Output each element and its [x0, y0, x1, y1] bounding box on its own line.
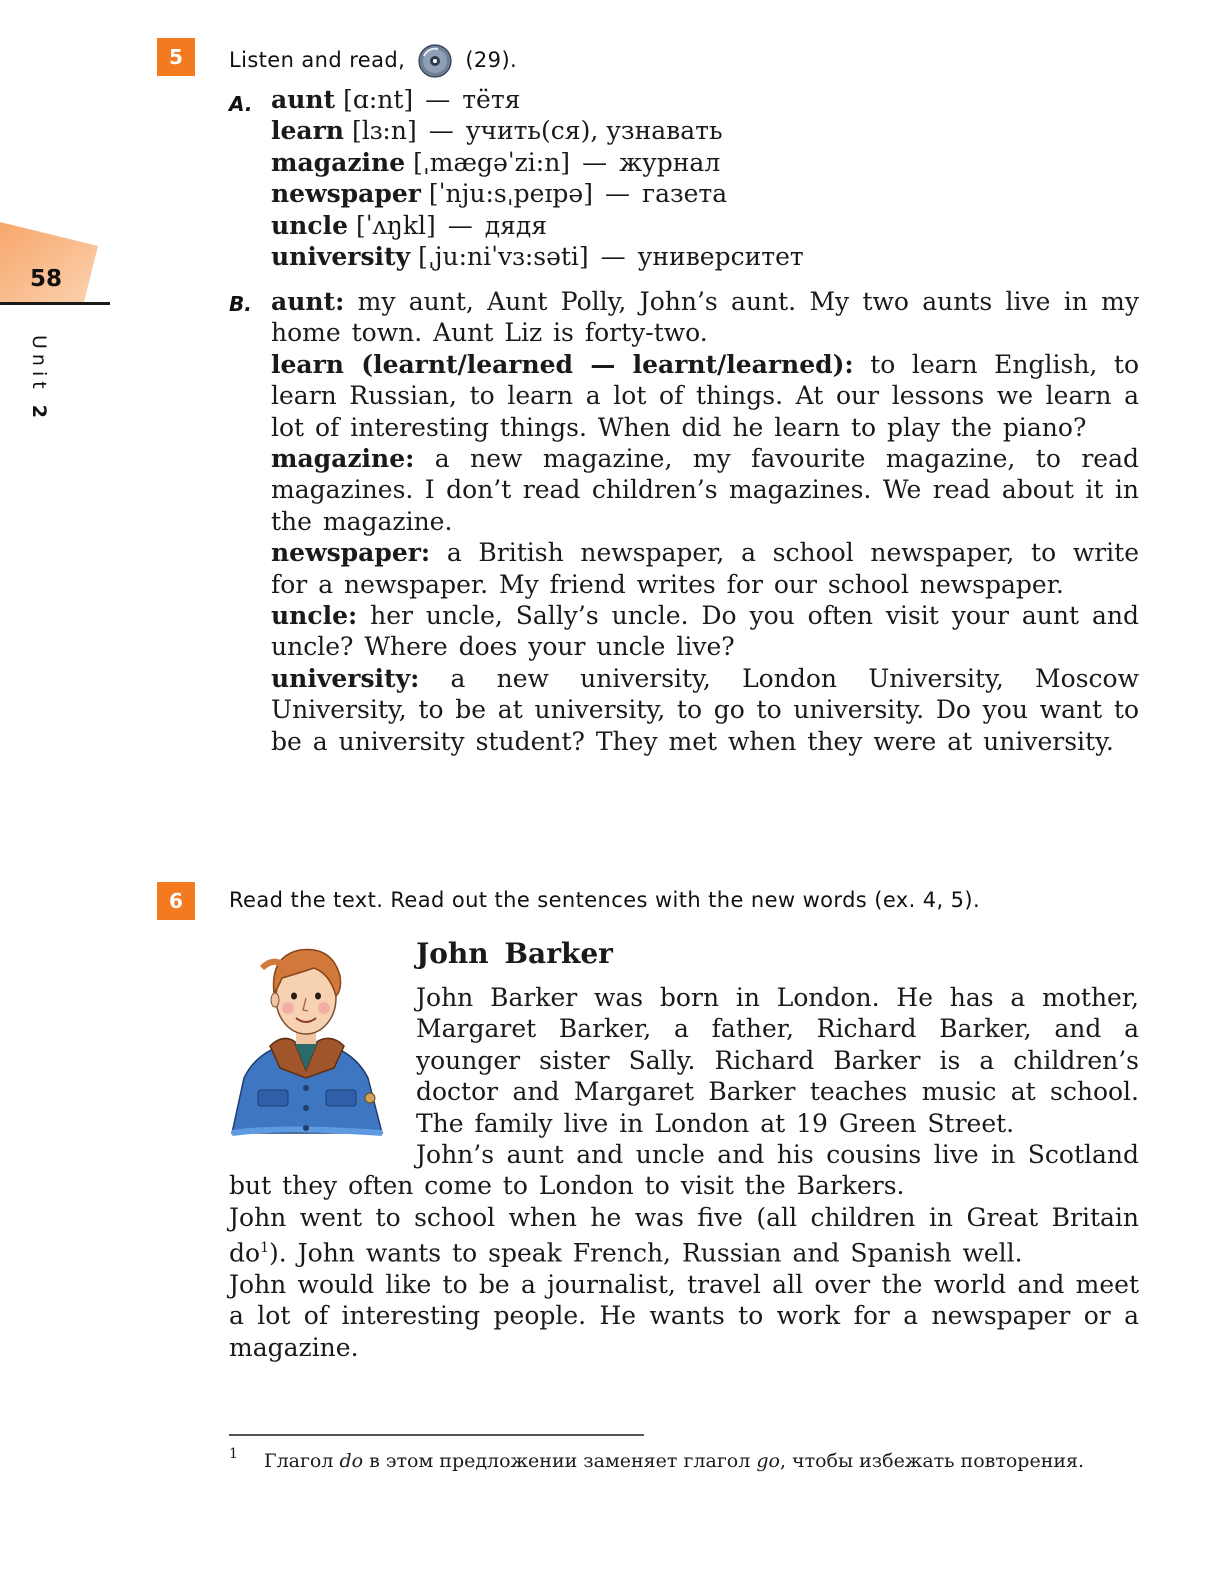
unit-number: 2	[28, 404, 50, 423]
vocab-transcription: [ˌju:niˈvɜ:səti]	[418, 241, 589, 271]
example-headword: learn (learnt/learned — learnt/learned):	[271, 349, 854, 379]
vocab-translation: дядя	[484, 210, 548, 240]
example-headword: uncle:	[271, 601, 358, 631]
vocab-translation: учить(ся), узнавать	[465, 116, 723, 146]
footnote-rule	[229, 1434, 644, 1436]
vocab-transcription: [ˈʌŋkl]	[355, 210, 436, 240]
vocab-transcription: [ˌmægəˈzi:n]	[413, 147, 571, 177]
vocab-word: uncle	[271, 210, 348, 240]
example-text: a new university, London University, Moscow University, to be at university, to go to university. Do you want to be a university student? They met when they were at university.	[271, 663, 1139, 756]
footnote-part: Глагол	[264, 1450, 340, 1472]
vocab-translation: журнал	[619, 147, 721, 177]
vocab-row	[271, 178, 804, 209]
exercise-5-badge: 5	[157, 38, 195, 76]
vocab-transcription: [ˈnju:sˌpeɪpə]	[428, 179, 593, 209]
vocab-row	[271, 210, 804, 241]
story-text	[229, 982, 1139, 1363]
vocab-word: newspaper	[271, 179, 421, 209]
exercise-6-badge: 6	[157, 882, 195, 920]
vocab-dash: —	[582, 147, 608, 177]
vocab-row	[271, 115, 804, 146]
example-text: a new magazine, my favourite magazine, to read magazines. I don’t read children’s magazines. We read about it in the magazine.	[271, 444, 1139, 536]
page-number: 58	[30, 266, 63, 292]
example-headword: university:	[271, 663, 420, 693]
story-title: John Barker	[416, 937, 613, 970]
footnote-ref: 1	[260, 1240, 269, 1257]
footnote-word-do: do	[339, 1450, 364, 1472]
vocab-dash: —	[425, 85, 451, 114]
unit-label-text: Unit	[28, 335, 50, 394]
example-text: to learn English, to learn Russian, to learn a lot of things. At our lessons we learn a lot of interesting things. When did he learn to play the piano?	[271, 349, 1140, 442]
example-paragraph	[271, 443, 1139, 537]
example-paragraph	[271, 600, 1139, 663]
vocab-word: magazine	[271, 147, 406, 177]
footnote-word-go: go	[756, 1450, 780, 1472]
vocab-row	[271, 147, 804, 178]
exercise-6-instruction: Read the text. Read out the sentences with the new words (ex. 4, 5).	[229, 888, 981, 912]
example-text: her uncle, Sally’s uncle. Do you often visit your aunt and uncle? Where does your uncle live?	[271, 601, 1139, 662]
example-headword: aunt:	[271, 287, 345, 316]
vocab-transcription: [ɑ:nt]	[343, 85, 414, 114]
vocab-translation: газета	[641, 179, 728, 209]
exercise-5-instruction	[229, 44, 517, 78]
vocab-word: university	[271, 241, 411, 271]
story-paragraph-2: John’s aunt and uncle and his cousins live in Scotland but they often come to London to visit the Barkers.	[229, 1140, 1139, 1201]
vocab-dash: —	[600, 241, 626, 271]
illustration-spacer	[229, 982, 416, 1170]
paragraph-3-text: John went to school when he was five (all children in Great Britain do	[229, 1202, 1139, 1268]
vocab-translation: университет	[637, 241, 804, 271]
example-headword: magazine:	[271, 444, 415, 474]
footnote-mark: 1	[229, 1446, 238, 1462]
section-b-letter: B.	[229, 292, 252, 316]
vocab-row	[271, 84, 804, 115]
section-a-letter: A.	[229, 92, 253, 116]
vocab-translation: тётя	[462, 85, 521, 114]
example-paragraph	[271, 663, 1139, 757]
footnote-text	[264, 1448, 1139, 1475]
track-number: (29).	[465, 48, 518, 72]
paragraph-3-text-end: ). John wants to speak French, Russian and Spanish well.	[268, 1238, 1023, 1268]
vocab-word: learn	[271, 116, 344, 146]
instruction-text: Listen and read,	[229, 48, 406, 72]
vocab-row	[271, 241, 804, 272]
vocabulary-examples	[271, 286, 1139, 757]
example-text: a British newspaper, a school newspaper, to write for a newspaper. My friend writes for our school newspaper.	[271, 538, 1139, 599]
vocab-dash: —	[604, 179, 630, 209]
example-text: my aunt, Aunt Polly, John’s aunt. My two aunts live in my home town. Aunt Liz is forty-two.	[271, 287, 1139, 348]
example-paragraph	[271, 286, 1139, 349]
vocab-dash: —	[447, 210, 473, 240]
example-paragraph	[271, 537, 1139, 600]
unit-label	[28, 335, 50, 445]
page-number-rule	[0, 302, 110, 305]
example-paragraph	[271, 349, 1139, 443]
story-paragraph-3	[229, 1202, 1139, 1269]
audio-cd-icon[interactable]	[418, 44, 452, 78]
vocabulary-list	[271, 84, 804, 272]
vocab-word: aunt	[271, 85, 336, 114]
example-headword: newspaper:	[271, 538, 431, 568]
footnote-part: в этом предложении заменяет глагол	[363, 1450, 757, 1472]
story-paragraph-1: John Barker was born in London. He has a mother, Margaret Barker, a father, Richard Barker, and a younger sister Sally. Richard Barker is a children’s doctor and Margaret Barker teaches music at school. The family live in London at 19 Green Street.	[416, 983, 1139, 1138]
footnote-part: , чтобы избежать повторения.	[779, 1450, 1085, 1472]
story-paragraph-4: John would like to be a journalist, travel all over the world and meet a lot of interesting people. He wants to work for a newspaper or a magazine.	[229, 1269, 1139, 1362]
vocab-transcription: [lɜ:n]	[351, 116, 417, 146]
vocab-dash: —	[428, 116, 454, 146]
